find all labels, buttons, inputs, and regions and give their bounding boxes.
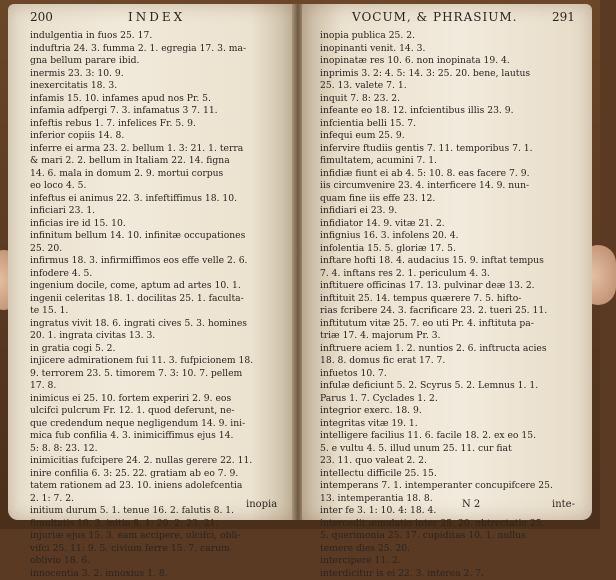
index-line: inopinatæ res 10. 6. non inopinata 19. 4. <box>320 55 553 68</box>
index-line: integritas vitæ 19. 1. <box>320 418 553 431</box>
index-line: 13. intemperantia 18. 8. <box>320 493 553 506</box>
index-line: inermis 23. 3: 10. 9. <box>30 68 253 81</box>
index-line: 5. e vultu 4. 5. illud unum 25. 11. cur fiat <box>320 443 553 456</box>
index-line: 18. 8. domus fic erat 17. 7. <box>320 355 553 368</box>
index-line: infirmus 18. 3. infirmiffimos eos effe velle 2. 6. <box>30 255 253 268</box>
index-line: infignius 16. 3. infolens 20. 4. <box>320 230 553 243</box>
index-line: inftituere officinas 17. 13. pulvinar deæ 13. 2. <box>320 280 553 293</box>
index-line: infeftus ei animus 22. 3. infeftiffimus 18. 10. <box>30 193 253 206</box>
index-line: eo loco 4. 5. <box>30 180 253 193</box>
index-line: inferre ei arma 23. 2. bellum 1. 3: 21. 1. terra <box>30 143 253 156</box>
index-line: inficiari 23. 1. <box>30 205 253 218</box>
index-line: injuriæ ejus 15. 3. eam accipere, ulcifci, obli- <box>30 530 253 543</box>
index-line: infinitum bellum 14. 10. infinitæ occupationes <box>30 230 253 243</box>
index-line: intelligere facilius 11. 6. facile 18. 2. ex eo 15. <box>320 430 553 443</box>
index-line: ingenii celeritas 18. 1. docilitas 25. 1. faculta- <box>30 293 253 306</box>
index-line: inimicitias fufcipere 24. 2. nullas gerere 22. 11. <box>30 455 253 468</box>
index-line: gna bellum parare ibid. <box>30 55 253 68</box>
index-line: innocentia 3. 2. innoxius 1. 8. <box>30 568 253 580</box>
open-book <box>8 4 592 524</box>
index-line: tatem rationem ad 23. 10. iniens adolefcentia <box>30 480 253 493</box>
index-line: infeftis rebus 1. 7. infelices Fr. 5. 9. <box>30 118 253 131</box>
index-line: Parus 1. 7. Cyclades 1. 2. <box>320 393 553 406</box>
index-line: inimicus ei 25. 10. fortem experiri 2. 9. eos <box>30 393 253 406</box>
index-line: indulgentia in fuos 25. 17. <box>30 30 253 43</box>
index-line: infequi eum 25. 9. <box>320 130 553 143</box>
index-line: 23. 11. quo valeat 2. 2. <box>320 455 553 468</box>
index-line: inferior copiis 14. 8. <box>30 130 253 143</box>
index-line: infeante eo 18. 12. infcientibus illis 23. 9. <box>320 105 553 118</box>
index-line: induftria 24. 3. fumma 2. 1. egregia 17. 3. ma- <box>30 43 253 56</box>
index-line: infcientia belli 15. 7. <box>320 118 553 131</box>
index-line: infidiæ fiunt ei ab 4. 5: 10. 8. eas facere 7. 9. <box>320 168 553 181</box>
index-line: te 15. 1. <box>30 305 253 318</box>
index-line: fimultatis 10. 3. initio 8. 1: 20. 2: 23. 21. <box>30 518 253 531</box>
index-line: intercipere 11. 2. <box>320 555 553 568</box>
index-line: infamis 15. 10. infames apud nos Pr. 5. <box>30 93 253 106</box>
index-line: inopinanti venit. 14. 3. <box>320 43 553 56</box>
index-line: infidiator 14. 9. vitæ 21. 2. <box>320 218 553 231</box>
index-line: & mari 2. 2. bellum in Italiam 22. 14. figna <box>30 155 253 168</box>
index-line: fimultatem, acumini 7. 1. <box>320 155 553 168</box>
left-catchword: inopia <box>246 499 277 510</box>
index-line: infidiari ei 23. 9. <box>320 205 553 218</box>
index-line: vifci 25. 11: 9. 5. civium ferre 15. 7. carum <box>30 543 253 556</box>
index-line: intercedit æmulatio inter 25. 20. obtrectatio 25. <box>320 518 553 531</box>
index-line: inexercitatis 18. 3. <box>30 80 253 93</box>
index-line: infervire ftudiis gentis 7. 11. temporibus 7. 1. <box>320 143 553 156</box>
index-line: inquit 7. 8: 23. 2. <box>320 93 553 106</box>
index-line: ingenium docile, come, aptum ad artes 10. 1. <box>30 280 253 293</box>
index-line: initium durum 5. 1. tenue 16. 2. falutis 8. 1. <box>30 505 253 518</box>
index-line: inftare hofti 18. 4. audacius 15. 9. inftat tempus <box>320 255 553 268</box>
index-line: temere dies 25. 20. <box>320 543 553 556</box>
index-line: inficias ire id 15. 10. <box>30 218 253 231</box>
index-line: ingratus vivit 18. 6. ingrati cives 5. 3. homines <box>30 318 253 331</box>
index-line: inftruere aciem 1. 2. nuntios 2. 6. inftructa acies <box>320 343 553 356</box>
index-line: rias fcribere 24. 3. facrificare 23. 2. tueri 25. 11. <box>320 305 553 318</box>
right-index-entries <box>320 30 553 580</box>
index-line: oblivio 18. 6. <box>30 555 253 568</box>
index-line: 25. 13. valete 7. 1. <box>320 80 553 93</box>
index-line: 5: 8. 8: 23. 12. <box>30 443 253 456</box>
left-page <box>8 4 294 520</box>
left-page-number: 200 <box>30 10 53 24</box>
index-line: inter fe 3. 1: 10. 4: 18. 4. <box>320 505 553 518</box>
index-line: in gratia cogi 5. 2. <box>30 343 253 356</box>
left-page-header <box>8 10 294 26</box>
index-line: 14. 6. mala in domum 2. 9. mortui corpus <box>30 168 253 181</box>
right-header-title: VOCUM, & PHRASIUM. <box>352 10 517 24</box>
index-line: 7. 4. inftans res 2. 1. periculum 4. 3. <box>320 268 553 281</box>
index-line: injicere admirationem fui 11. 3. fufpicionem 18. <box>30 355 253 368</box>
index-line: 25. 20. <box>30 243 253 256</box>
index-line: inftituit 25. 14. tempus quærere 7. 5. hifto- <box>320 293 553 306</box>
index-line: infamia adfpergi 7. 3. infamatus 3 7. 11. <box>30 105 253 118</box>
index-line: 20. 1. ingrata civitas 13. 3. <box>30 330 253 343</box>
index-line: mica fub confilia 4. 3. inimiciffimus ejus 14. <box>30 430 253 443</box>
index-line: 17. 8. <box>30 380 253 393</box>
index-line: triæ 17. 4. majorum Pr. 3. <box>320 330 553 343</box>
index-line: interdicitur is ei 22. 3. interea 2. 7. <box>320 568 553 580</box>
index-line: intellectu difficile 25. 15. <box>320 468 553 481</box>
index-line: 2. 1: 7. 2. <box>30 493 253 506</box>
right-page-number: 291 <box>552 10 575 24</box>
index-line: integrior exerc. 18. 9. <box>320 405 553 418</box>
right-page-header <box>302 10 592 26</box>
index-line: quam fine iis effe 23. 12. <box>320 193 553 206</box>
index-line: ulcifci pulcrum Fr. 12. 1. quod deferunt, ne- <box>30 405 253 418</box>
index-line: 5. querimonia 25. 17. cupiditas 10. 1. nullus <box>320 530 553 543</box>
index-line: iis circumvenire 23. 4. interficere 14. 9. nun- <box>320 180 553 193</box>
index-line: inprimis 3. 2: 4. 5: 14. 3: 25. 20. bene, lautus <box>320 68 553 81</box>
right-signature: N 2 <box>462 499 480 510</box>
index-line: inire confilia 6. 3: 25. 22. gratiam ab eo 7. 9. <box>30 468 253 481</box>
right-catchword: inte- <box>552 499 575 510</box>
index-line: infolentia 15. 5. gloriæ 17. 5. <box>320 243 553 256</box>
left-header-title: INDEX <box>128 10 185 24</box>
left-index-entries <box>30 30 253 580</box>
index-line: inftitutum vitæ 25. 7. eo uti Pr. 4. inftituta pa- <box>320 318 553 331</box>
index-line: infuetos 10. 7. <box>320 368 553 381</box>
index-line: intemperans 7. 1. intemperanter concupifcere 25. <box>320 480 553 493</box>
index-line: que credendum neque negligendum 14. 9. ini- <box>30 418 253 431</box>
index-line: infodere 4. 5. <box>30 268 253 281</box>
index-line: infulæ deficiunt 5. 2. Scyrus 5. 2. Lemnus 1. 1. <box>320 380 553 393</box>
index-line: 9. terrorem 23. 5. timorem 7. 3: 10. 7. pellem <box>30 368 253 381</box>
index-line: inopia publica 25. 2. <box>320 30 553 43</box>
right-page <box>302 4 592 520</box>
